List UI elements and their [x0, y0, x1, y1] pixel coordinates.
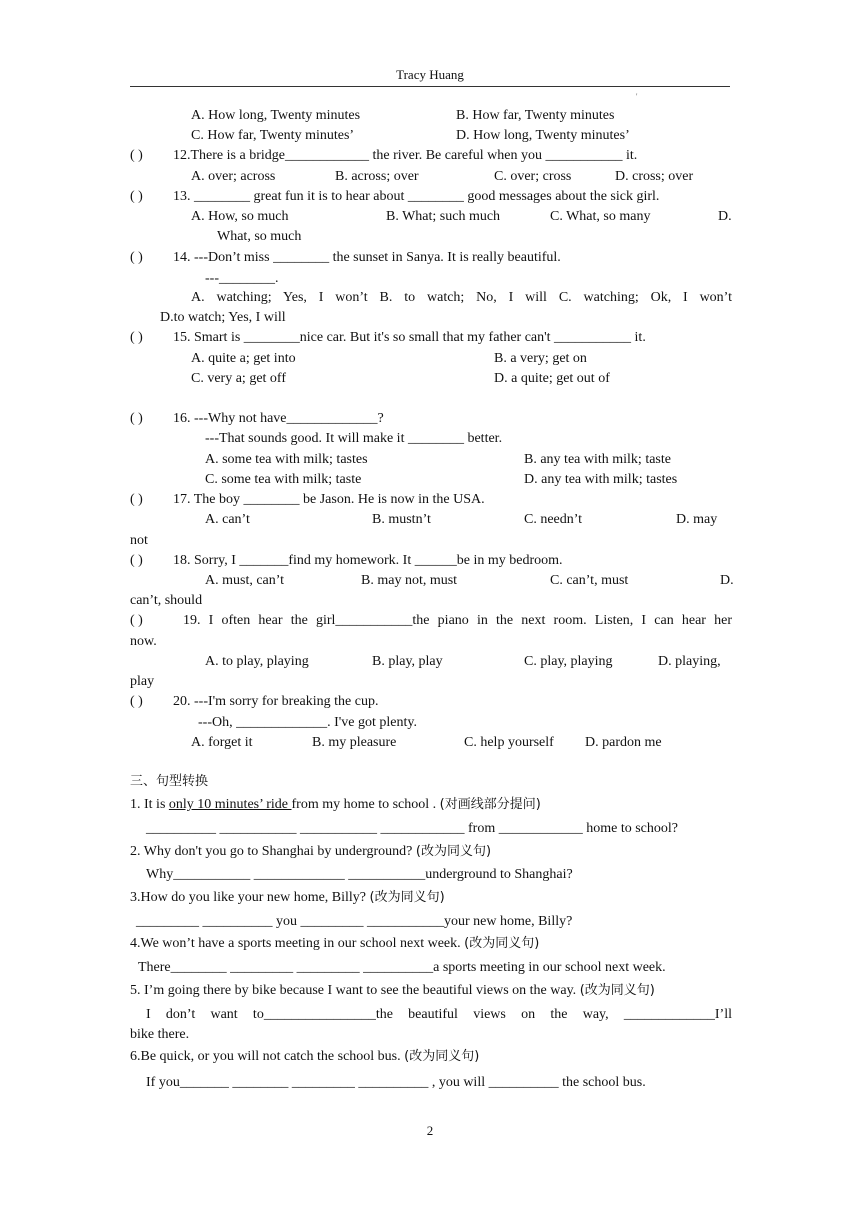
option-d-text: can’t, should	[130, 593, 203, 608]
question-stem: 12.There is a bridge____________ the river. Be careful when you ___________ it.	[173, 148, 638, 163]
question-text: 4.We won’t have a sports meeting in our school next week.	[130, 936, 465, 951]
dialog-reply: ---________.	[205, 271, 279, 286]
answer-paren: ( )	[130, 553, 143, 568]
question-stem: 17. The boy ________ be Jason. He is now in the USA.	[173, 492, 485, 507]
option-d: D.	[718, 209, 732, 224]
question-stem: 20. ---I'm sorry for breaking the cup.	[173, 694, 379, 709]
option-a: A. over; across	[191, 169, 276, 184]
instruction: (改为同义句)	[369, 890, 445, 905]
answer-line: I don’t want to________________the beautiful views on the way, _____________I’ll	[146, 1007, 732, 1022]
answer-line-cont: bike there.	[130, 1027, 190, 1042]
question-stem: 13. ________ great fun it is to hear about ________ good messages about the sick girl.	[173, 189, 660, 204]
option-b: B. my pleasure	[312, 735, 397, 750]
dialog-reply: ---Oh, _____________. I've got plenty.	[198, 715, 417, 730]
transform-question-2	[130, 843, 491, 861]
answer-paren: ( )	[130, 189, 143, 204]
option-a: A. to play, playing	[205, 654, 309, 669]
option-b: B. mustn’t	[372, 512, 431, 527]
option-b: B. play, play	[372, 654, 443, 669]
option-c: C. over; cross	[494, 169, 572, 184]
question-text: 5. I’m going there by bike because I want to see the beautiful views on the way.	[130, 983, 580, 998]
options-abc: A. watching; Yes, I won’t B. to watch; No, I will C. watching; Ok, I won’t	[191, 290, 732, 305]
option-c: C. very a; get off	[191, 371, 286, 386]
question-stem: 14. ---Don’t miss ________ the sunset in Sanya. It is really beautiful.	[173, 250, 561, 265]
question-text: 6.Be quick, or you will not catch the school bus.	[130, 1049, 405, 1064]
instruction: (改为同义句)	[579, 983, 655, 998]
question-stem: 16. ---Why not have_____________?	[173, 411, 384, 426]
answer-paren: ( )	[130, 492, 143, 507]
option-c: C. play, playing	[524, 654, 613, 669]
option-d: D. may	[676, 512, 718, 527]
question-stem: 18. Sorry, I _______find my homework. It ______be in my bedroom.	[173, 553, 563, 568]
option-d: D. How long, Twenty minutes’	[456, 128, 630, 143]
answer-paren: ( )	[130, 411, 143, 426]
option-c: C. What, so many	[550, 209, 651, 224]
option-c: C. some tea with milk; taste	[205, 472, 362, 487]
option-c: C. How far, Twenty minutes’	[191, 128, 355, 143]
answer-line: __________ ___________ ___________ ____________ from ____________ home to school?	[146, 821, 678, 836]
question-text: from my home to school .	[291, 797, 440, 812]
question-text: 2. Why don't you go to Shanghai by underground?	[130, 844, 416, 859]
option-d: D. cross; over	[615, 169, 694, 184]
underlined-phrase: only 10 minutes’ ride	[168, 797, 292, 812]
option-d-text: play	[130, 674, 155, 689]
question-text: 3.How do you like your new home, Billy?	[130, 890, 370, 905]
transform-question-1	[130, 796, 541, 814]
answer-paren: ( )	[130, 613, 143, 628]
option-b: B. What; such much	[386, 209, 501, 224]
question-stem-cont: now.	[130, 634, 157, 649]
question-stem: 15. Smart is ________nice car. But it's so small that my father can't ___________ it.	[173, 330, 646, 345]
option-b: B. a very; get on	[494, 351, 587, 366]
answer-paren: ( )	[130, 694, 143, 709]
option-b: B. any tea with milk; taste	[524, 452, 671, 467]
instruction: (改为同义句)	[415, 844, 492, 859]
transform-question-5	[130, 982, 655, 1000]
option-c: C. can’t, must	[550, 573, 629, 588]
section-title: 三、句型转换	[130, 774, 209, 789]
question-stem: 19. I often hear the girl___________the piano in the next room. Listen, I can hear her	[183, 613, 732, 628]
answer-paren: ( )	[130, 250, 143, 265]
answer-line: _________ __________ you _________ ___________your new home, Billy?	[136, 914, 573, 929]
option-a: A. How, so much	[191, 209, 289, 224]
option-d-text: not	[130, 533, 148, 548]
instruction: (改为同义句)	[464, 936, 540, 951]
page-number: 2	[426, 1123, 434, 1138]
transform-question-4	[130, 935, 539, 953]
header-rule	[130, 86, 730, 87]
option-b: B. may not, must	[361, 573, 458, 588]
option-d-text: What, so much	[217, 229, 302, 244]
answer-paren: ( )	[130, 148, 143, 163]
answer-line: Why___________ _____________ ___________underground to Shanghai?	[146, 867, 573, 882]
answer-line: If you_______ ________ _________ __________ , you will __________ the school bus.	[146, 1075, 646, 1090]
option-b: B. How far, Twenty minutes	[456, 108, 615, 123]
option-d: D.to watch; Yes, I will	[160, 310, 286, 325]
instruction: (对画线部分提问)	[439, 797, 541, 812]
dialog-reply: ---That sounds good. It will make it ________ better.	[205, 431, 503, 446]
option-a: A. some tea with milk; tastes	[205, 452, 368, 467]
option-d: D. a quite; get out of	[494, 371, 610, 386]
option-a: A. quite a; get into	[191, 351, 296, 366]
option-a: A. forget it	[191, 735, 253, 750]
option-d: D. pardon me	[585, 735, 662, 750]
answer-line: There________ _________ _________ __________a sports meeting in our school next week.	[138, 960, 666, 975]
option-a: A. How long, Twenty minutes	[191, 108, 361, 123]
option-d: D.	[720, 573, 734, 588]
page-header-author: Tracy Huang	[396, 67, 464, 82]
transform-question-6	[130, 1048, 479, 1066]
transform-question-3	[130, 889, 445, 907]
answer-paren: ( )	[130, 330, 143, 345]
option-c: C. needn’t	[524, 512, 583, 527]
option-d: D. playing,	[658, 654, 721, 669]
option-d: D. any tea with milk; tastes	[524, 472, 678, 487]
option-a: A. must, can’t	[205, 573, 285, 588]
option-c: C. help yourself	[464, 735, 554, 750]
header-mark: '	[636, 92, 638, 101]
option-a: A. can’t	[205, 512, 250, 527]
option-b: B. across; over	[335, 169, 419, 184]
instruction: (改为同义句)	[404, 1049, 480, 1064]
question-text: 1. It is	[130, 797, 169, 812]
